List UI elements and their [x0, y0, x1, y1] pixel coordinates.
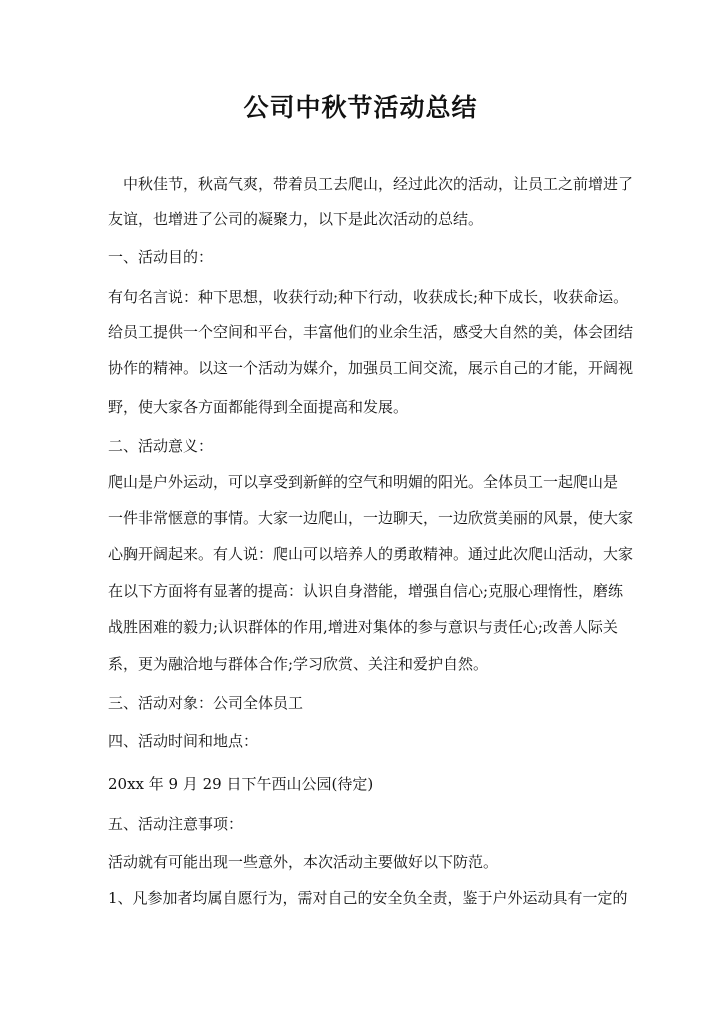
paragraph-line: 给员工提供一个空间和平台，丰富他们的业余生活，感受大自然的美，体会团结 — [108, 323, 634, 341]
paragraph-line: 活动就有可能出现一些意外，本次活动主要做好以下防范。 — [108, 853, 499, 871]
paragraph-line: 有句名言说：种下思想，收获行动;种下行动，收获成长;种下成长，收获命运。 — [108, 288, 629, 306]
paragraph-line: 协作的精神。以这一个活动为媒介，加强员工间交流，展示自己的才能，开阔视 — [108, 359, 634, 377]
paragraph-line: 爬山是户外运动，可以享受到新鲜的空气和明媚的阳光。全体员工一起爬山是 — [108, 473, 619, 491]
document-title: 公司中秋节活动总结 — [243, 93, 478, 122]
paragraph-line: 在以下方面将有显著的提高：认识自身潜能，增强自信心;克服心理惰性，磨练 — [108, 582, 624, 600]
paragraph-line: 三、活动对象：公司全体员工 — [108, 694, 304, 712]
paragraph-line: 一件非常惬意的事情。大家一边爬山，一边聊天，一边欣赏美丽的风景，使大家 — [108, 509, 634, 527]
paragraph-line: 四、活动时间和地点： — [108, 732, 259, 750]
paragraph-line: 1、凡参加者均属自愿行为，需对自己的安全负全责，鉴于户外运动具有一定的 — [108, 889, 628, 907]
paragraph-line: 战胜困难的毅力;认识群体的作用,增进对集体的参与意识与责任心;改善人际关 — [108, 618, 618, 636]
paragraph-line: 五、活动注意事项： — [108, 815, 244, 833]
paragraph-line: 心胸开阔起来。有人说：爬山可以培养人的勇敢精神。通过此次爬山活动，大家 — [108, 545, 634, 563]
paragraph-line: 二、活动意义： — [108, 437, 214, 455]
paragraph-line: 中秋佳节，秋高气爽，带着员工去爬山，经过此次的活动，让员工之前增进了 — [108, 175, 634, 193]
paragraph-line: 一、活动目的： — [108, 248, 214, 266]
paragraph-line: 野，使大家各方面都能得到全面提高和发展。 — [108, 398, 409, 416]
paragraph-line: 系，更为融洽地与群体合作;学习欣赏、关注和爱护自然。 — [108, 655, 489, 673]
paragraph-line: 友谊，也增进了公司的凝聚力，以下是此次活动的总结。 — [108, 210, 484, 228]
paragraph-line: 20xx 年 9 月 29 日下午西山公园(待定) — [108, 775, 374, 793]
